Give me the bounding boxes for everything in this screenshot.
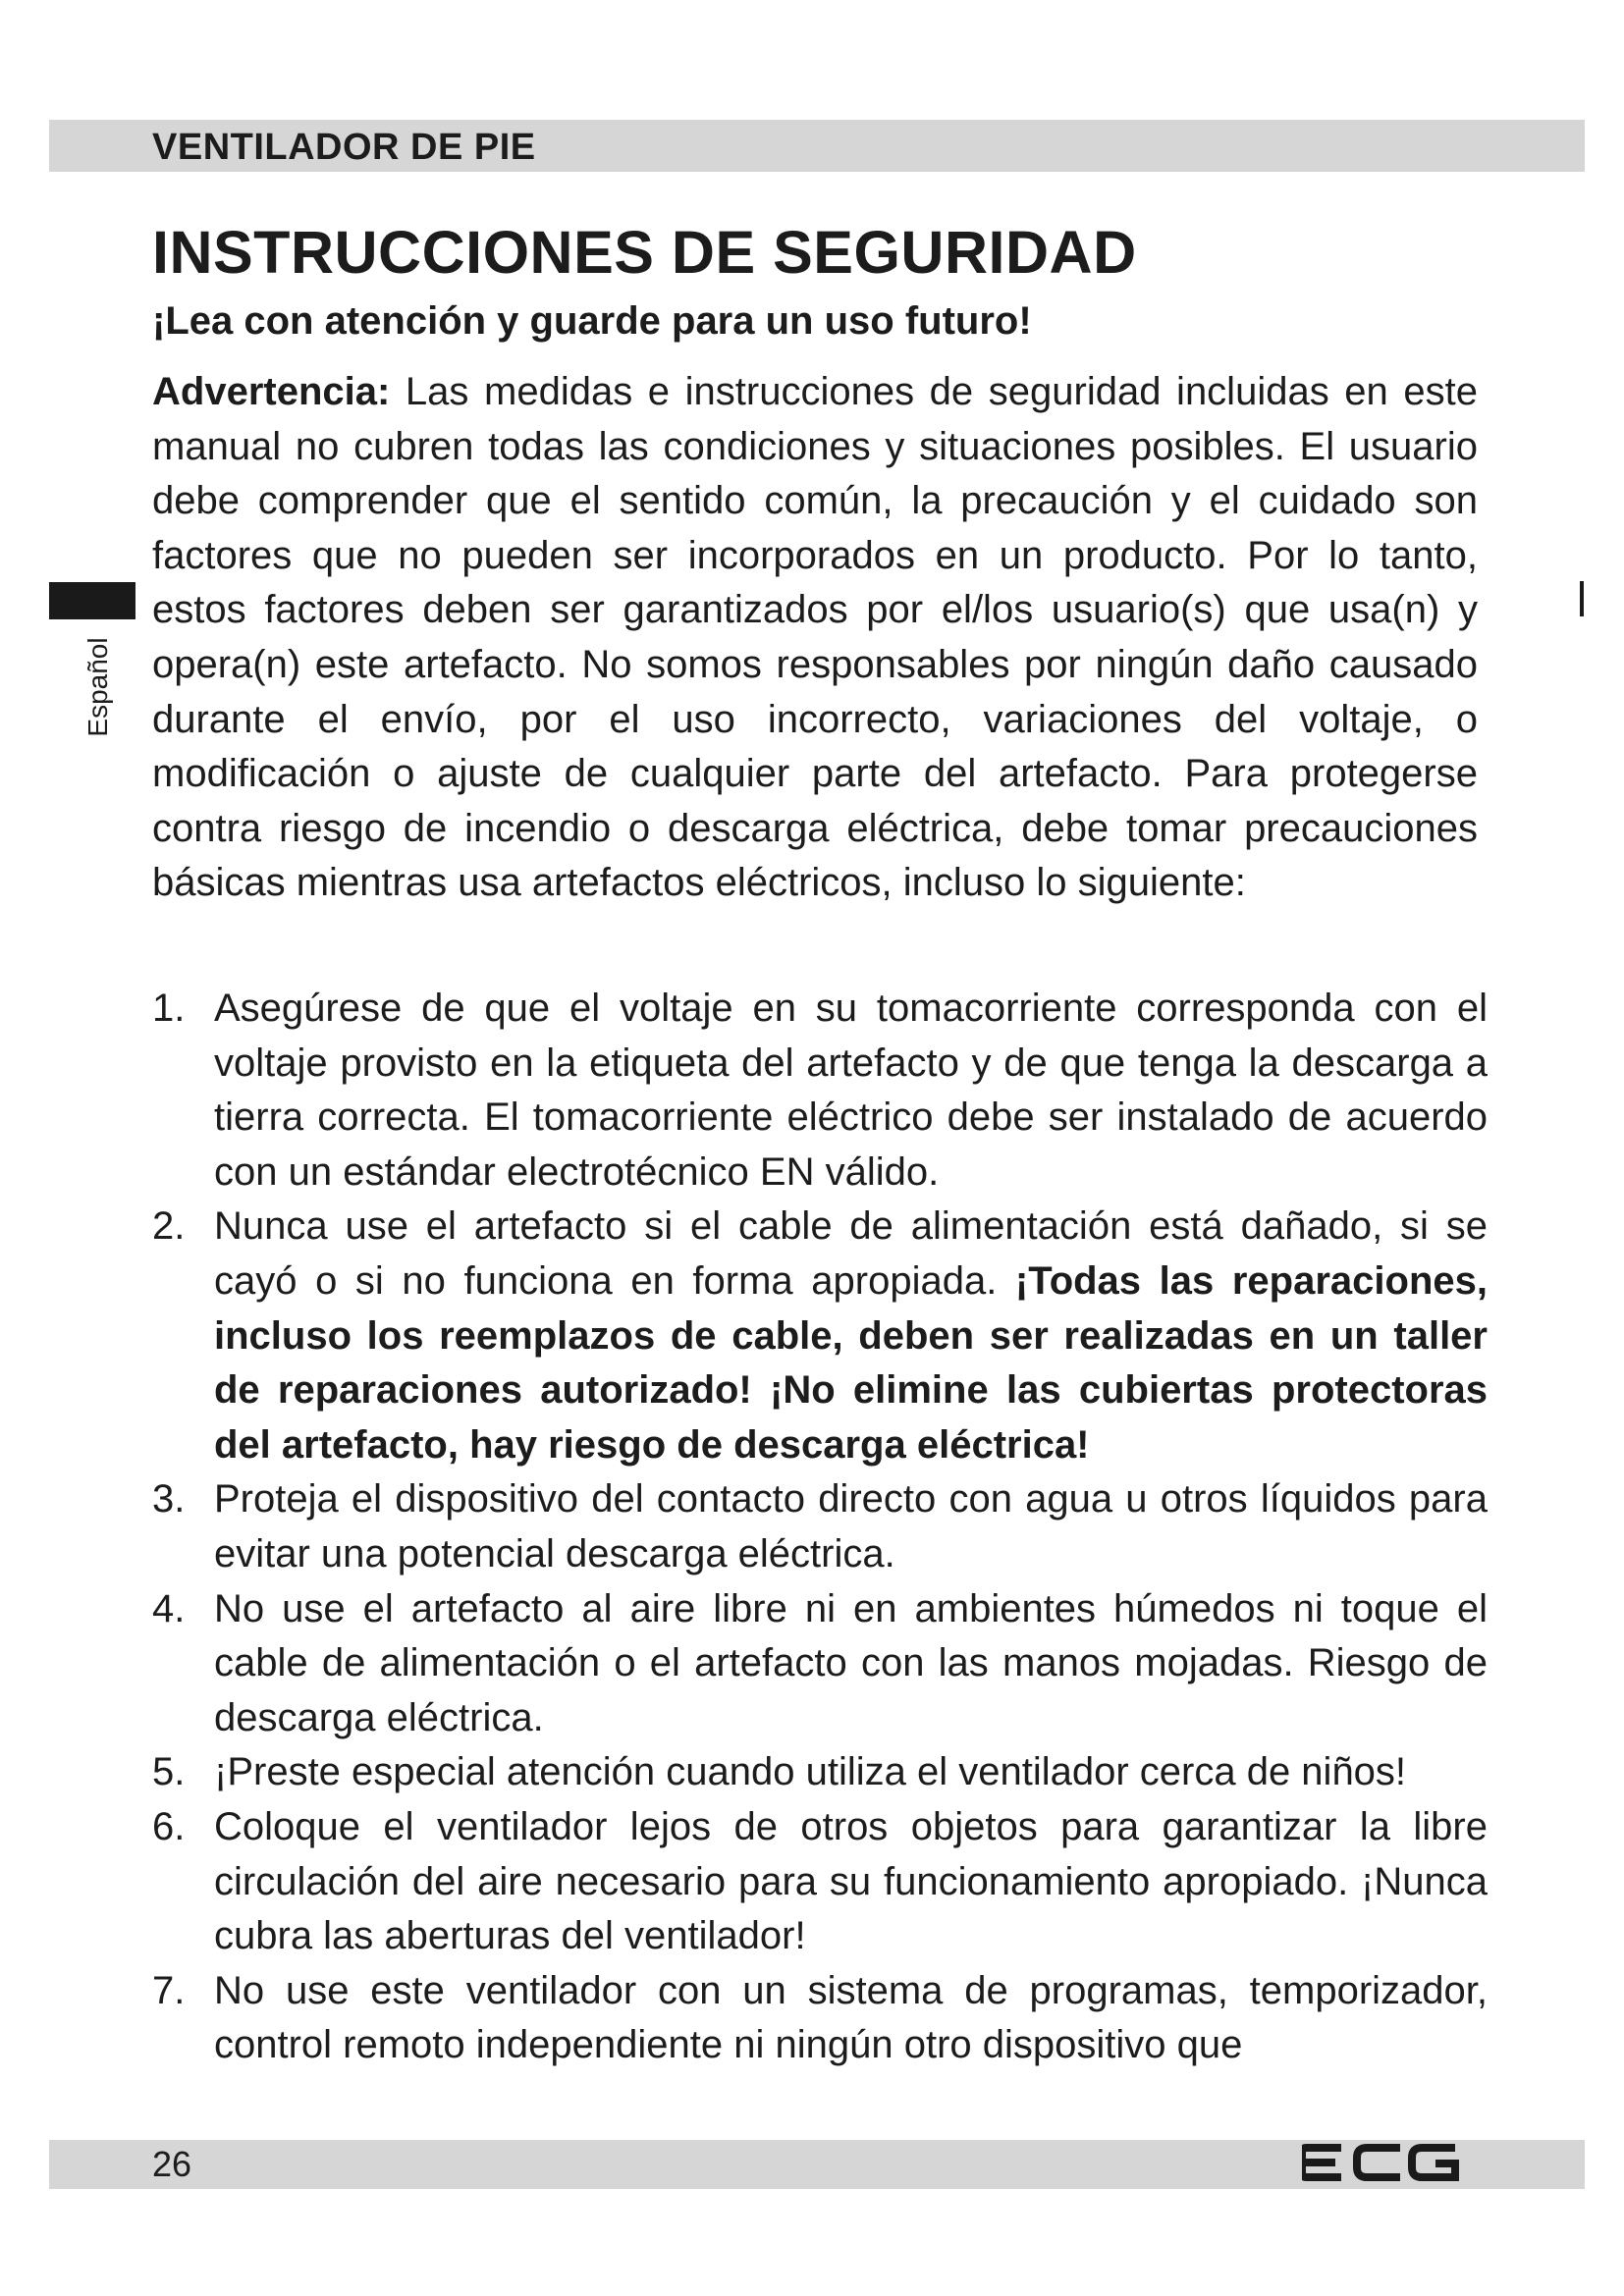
language-tab-marker bbox=[49, 582, 135, 619]
list-item-bold-text: ¡Todas las reparaciones, incluso los reemplazos de cable, deben ser realizadas en un taller de reparaciones autorizado! ¡No elimine las cubiertas protectoras del artefacto, hay riesgo de descarga eléctrica! bbox=[214, 1258, 1488, 1467]
list-item bbox=[152, 1472, 1488, 1581]
list-item-text: Asegúrese de que el voltaje en su tomacorriente corresponda con el voltaje provisto en la etiqueta del artefacto y de que tenga la descarga a tierra correcta. El tomacorriente eléctrico debe ser instalado de acuerdo con un estándar electrotécnico EN válido. bbox=[214, 987, 1488, 1194]
list-item-number: 4. bbox=[152, 1586, 186, 1630]
warning-label: Advertencia: bbox=[152, 370, 391, 413]
warning-text: Las medidas e instrucciones de seguridad incluidas en este manual no cubren todas las condiciones y situaciones posibles. El usuario debe comprender que el sentido común, la precaución y el cuidado son factores que no pueden ser incorporados en un producto. Por lo tanto, estos factores deben ser garantizados por el/los usuario(s) que usa(n) y opera(n) este artefacto. No somos responsables por ningún daño causado durante el envío, por el uso incorrecto, variaciones del voltaje, o modificación o ajuste de cualquier parte del artefacto. Para protegerse contra riesgo de incendio o descarga eléctrica, debe tomar precauciones básicas mientras usa artefactos eléctricos, incluso lo siguiente: bbox=[152, 370, 1478, 905]
list-item bbox=[152, 1582, 1488, 1746]
list-item bbox=[152, 1800, 1488, 1964]
list-item-text: ¡Preste especial atención cuando utiliza el ventilador cerca de niños! bbox=[214, 1750, 1407, 1794]
list-item-text: Coloque el ventilador lejos de otros objetos para garantizar la libre circulación del aire necesario para su funcionamiento apropiado. ¡Nunca cubra las aberturas del ventilador! bbox=[214, 1804, 1488, 1958]
margin-marker bbox=[1580, 581, 1584, 616]
page-number: 26 bbox=[152, 2144, 192, 2184]
instructions-list bbox=[152, 982, 1488, 2073]
list-item-number: 3. bbox=[152, 1477, 186, 1522]
list-item-number: 6. bbox=[152, 1804, 186, 1848]
list-item-text: Nunca use el artefacto si el cable de alimentación está dañado, si se cayó o si no funciona en forma apropiada. bbox=[214, 1204, 1488, 1303]
list-item bbox=[152, 1200, 1488, 1472]
list-item-text: Proteja el dispositivo del contacto directo con agua u otros líquidos para evitar una potencial descarga eléctrica. bbox=[214, 1477, 1488, 1575]
ecg-logo bbox=[1302, 2138, 1459, 2187]
header-title: VENTILADOR DE PIE bbox=[152, 127, 536, 168]
list-item-text: No use el artefacto al aire libre ni en ambientes húmedos ni toque el cable de alimentación o el artefacto con las manos mojadas. Riesgo de descarga eléctrica. bbox=[214, 1586, 1488, 1739]
ecg-logo-icon bbox=[1302, 2138, 1459, 2187]
list-item-number: 7. bbox=[152, 1968, 186, 2012]
warning-paragraph bbox=[152, 365, 1478, 911]
subtitle: ¡Lea con atención y guarde para un uso futuro! bbox=[152, 299, 1032, 343]
list-item-number: 1. bbox=[152, 987, 186, 1030]
list-item bbox=[152, 1745, 1488, 1800]
list-item-number: 5. bbox=[152, 1750, 186, 1794]
list-item-number: 2. bbox=[152, 1204, 186, 1249]
list-item bbox=[152, 982, 1488, 1200]
list-item bbox=[152, 1964, 1488, 2073]
list-item-text: No use este ventilador con un sistema de programas, temporizador, control remoto independiente ni ningún otro dispositivo que bbox=[214, 1968, 1488, 2067]
page-title: INSTRUCCIONES DE SEGURIDAD bbox=[152, 219, 1137, 286]
language-label: Español bbox=[82, 637, 113, 737]
